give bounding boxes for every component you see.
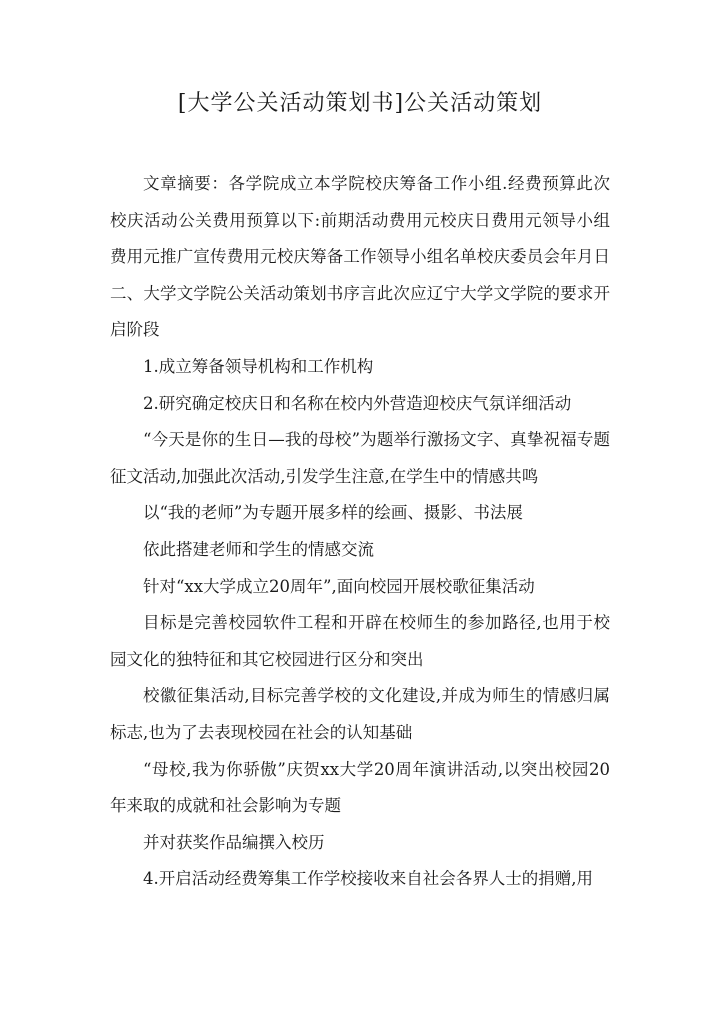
- document-body: [110, 166, 610, 898]
- paragraph: 校徽征集活动,目标完善学校的文化建设,并成为师生的情感归属标志,也为了去表现校园在社会的认知基础: [110, 686, 610, 742]
- paragraph: 4.开启活动经费筹集工作学校接收来自社会各界人士的捐赠,用: [143, 869, 593, 889]
- paragraph: 以“我的老师”为专题开展多样的绘画、摄影、书法展: [143, 503, 523, 523]
- paragraph: 1.成立筹备领导机构和工作机构: [143, 356, 374, 376]
- paragraph: “今天是你的生日—我的母校”为题举行激扬文字、真挚祝福专题征文活动,加强此次活动,引发学生注意,在学生中的情感共鸣: [110, 430, 610, 486]
- document-title: [大学公关活动策划书]公关活动策划: [177, 91, 543, 116]
- paragraph: 2.研究确定校庆日和名称在校内外营造迎校庆气氛详细活动: [143, 393, 572, 413]
- paragraph: 目标是完善校园软件工程和开辟在校师生的参加路径,也用于校园文化的独特征和其它校园进行区分和突出: [110, 613, 610, 669]
- paragraph: “母校,我为你骄傲”庆贺xx大学20周年演讲活动,以突出校园20年来取的成就和社会影响为专题: [110, 759, 610, 816]
- paragraph: 针对“xx大学成立20周年”,面向校园开展校歌征集活动: [143, 576, 535, 596]
- paragraph: 并对获奖作品编撰入校历: [143, 832, 325, 852]
- paragraph: 依此搭建老师和学生的情感交流: [143, 539, 374, 559]
- paragraph: 文章摘要：各学院成立本学院校庆筹备工作小组.经费预算此次校庆活动公关费用预算以下:前期活动费用元校庆日费用元领导小组费用元推广宣传费用元校庆筹备工作领导小组名单校庆委员会年月日二、大学文学院公关活动策划书序言此次应辽宁大学文学院的要求开启阶段: [110, 174, 610, 340]
